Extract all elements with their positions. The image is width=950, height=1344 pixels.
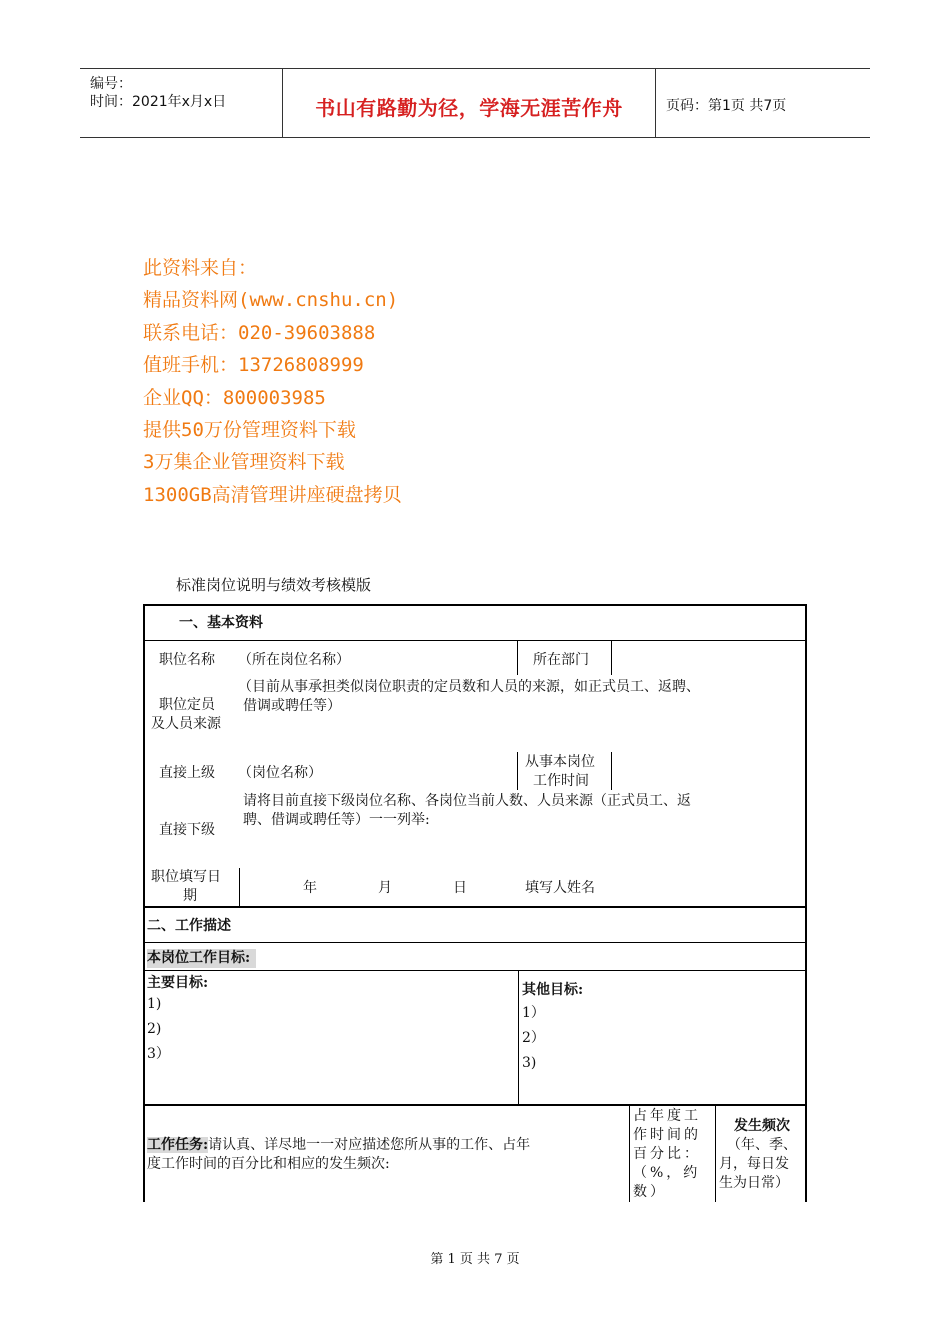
promo-line: 1300GB高清管理讲座硬盘拷贝	[143, 483, 402, 506]
position-name-hint: （所在岗位名称）	[238, 652, 350, 668]
promo-line: 企业QQ：800003985	[143, 386, 326, 409]
motto-text: 书山有路勤为径，学海无涯苦作舟	[315, 96, 623, 120]
header-line: 占年度工	[633, 1108, 701, 1124]
year-label: 年	[303, 880, 317, 896]
header-line: （%，约	[633, 1165, 701, 1181]
promo-line: 提供50万份管理资料下载	[143, 418, 356, 441]
promo-block	[143, 256, 402, 515]
col-line	[518, 971, 519, 1104]
header-line: 作时间的	[633, 1127, 701, 1143]
position-name-label: 职位名称	[159, 652, 215, 668]
section1-title: 一、基本资料	[179, 615, 263, 631]
tenure-label: 从事本岗位	[525, 754, 595, 770]
time-percent-header	[633, 1107, 715, 1202]
date-line: 时间：2021年x月x日	[90, 94, 227, 110]
page-footer: 第 1 页 共 7 页	[430, 1252, 520, 1267]
staffing-label: 及人员来源	[151, 716, 221, 732]
section-line	[143, 906, 807, 908]
fill-date-label: 职位填写日	[151, 869, 221, 885]
main-goal-item: 3）	[147, 1046, 170, 1062]
tenure-label: 工作时间	[533, 773, 589, 789]
col-line	[239, 868, 240, 906]
task-hint: 度工作时间的百分比和相应的发生频次:	[147, 1156, 390, 1172]
row-line	[143, 942, 807, 943]
col-line	[715, 1106, 716, 1202]
promo-line: 3万集企业管理资料下载	[143, 451, 345, 474]
number-label: 编号：	[90, 76, 132, 92]
row-line	[143, 1104, 807, 1106]
filler-name-label: 填写人姓名	[525, 880, 595, 896]
promo-line: 值班手机：13726808999	[143, 354, 364, 377]
header-meta-cell	[80, 69, 283, 137]
border-line	[143, 604, 145, 1202]
document-header	[80, 68, 870, 138]
other-goal-item: 3)	[522, 1055, 537, 1071]
header-line: 数）	[633, 1184, 667, 1200]
superior-label: 直接上级	[159, 765, 215, 781]
frequency-header	[719, 1117, 805, 1193]
other-goals-label: 其他目标:	[522, 982, 584, 998]
superior-hint: （岗位名称）	[238, 765, 322, 781]
col-line	[517, 641, 518, 675]
task-hint: 请认真、详尽地一一对应描述您所从事的工作、占年	[208, 1137, 531, 1153]
col-line	[611, 641, 612, 675]
row-line	[143, 640, 807, 641]
border-line	[805, 604, 807, 1202]
promo-line: 精品资料网(www.cnshu.cn)	[143, 289, 399, 312]
header-line: 月，每日发	[719, 1156, 789, 1172]
staffing-hint: 借调或聘任等）	[243, 698, 341, 714]
day-label: 日	[453, 880, 467, 896]
section2-title: 二、工作描述	[147, 918, 231, 934]
goal-heading: 本岗位工作目标:	[147, 949, 256, 968]
header-motto-cell	[283, 69, 656, 137]
task-description	[147, 1136, 631, 1174]
other-goal-item: 1）	[522, 1005, 545, 1021]
task-label: 工作任务:	[147, 1137, 209, 1153]
document-title: 标准岗位说明与绩效考核模版	[176, 576, 372, 594]
col-line	[611, 752, 612, 790]
month-label: 月	[378, 880, 392, 896]
subordinate-hint: 聘、借调或聘任等）一一列举:	[243, 812, 430, 828]
header-line: 百分比：	[633, 1146, 701, 1162]
subordinate-label: 直接下级	[159, 822, 215, 838]
frequency-title: 发生频次	[734, 1118, 790, 1134]
department-label: 所在部门	[533, 652, 589, 668]
main-goal-item: 2)	[147, 1021, 162, 1037]
row-line	[143, 970, 807, 971]
promo-line: 此资料来自：	[143, 257, 258, 279]
main-goal-item: 1)	[147, 996, 162, 1012]
border-line	[143, 604, 807, 606]
staffing-hint: （目前从事承担类似岗位职责的定员数和人员的来源，如正式员工、返聘、	[238, 679, 700, 695]
col-line	[517, 752, 518, 790]
staffing-label: 职位定员	[159, 697, 215, 713]
header-page-cell	[656, 69, 870, 137]
page-info: 页码：第1页 共7页	[666, 98, 787, 114]
main-goals-label: 主要目标:	[147, 975, 209, 991]
header-line: 生为日常）	[719, 1175, 789, 1191]
header-line: （年、季、	[727, 1137, 797, 1153]
other-goal-item: 2）	[522, 1030, 545, 1046]
job-description-form	[143, 604, 807, 1202]
promo-line: 联系电话：020-39603888	[143, 321, 376, 344]
fill-date-label: 期	[183, 888, 197, 904]
subordinate-hint: 请将目前直接下级岗位名称、各岗位当前人数、人员来源（正式员工、返	[243, 793, 691, 809]
